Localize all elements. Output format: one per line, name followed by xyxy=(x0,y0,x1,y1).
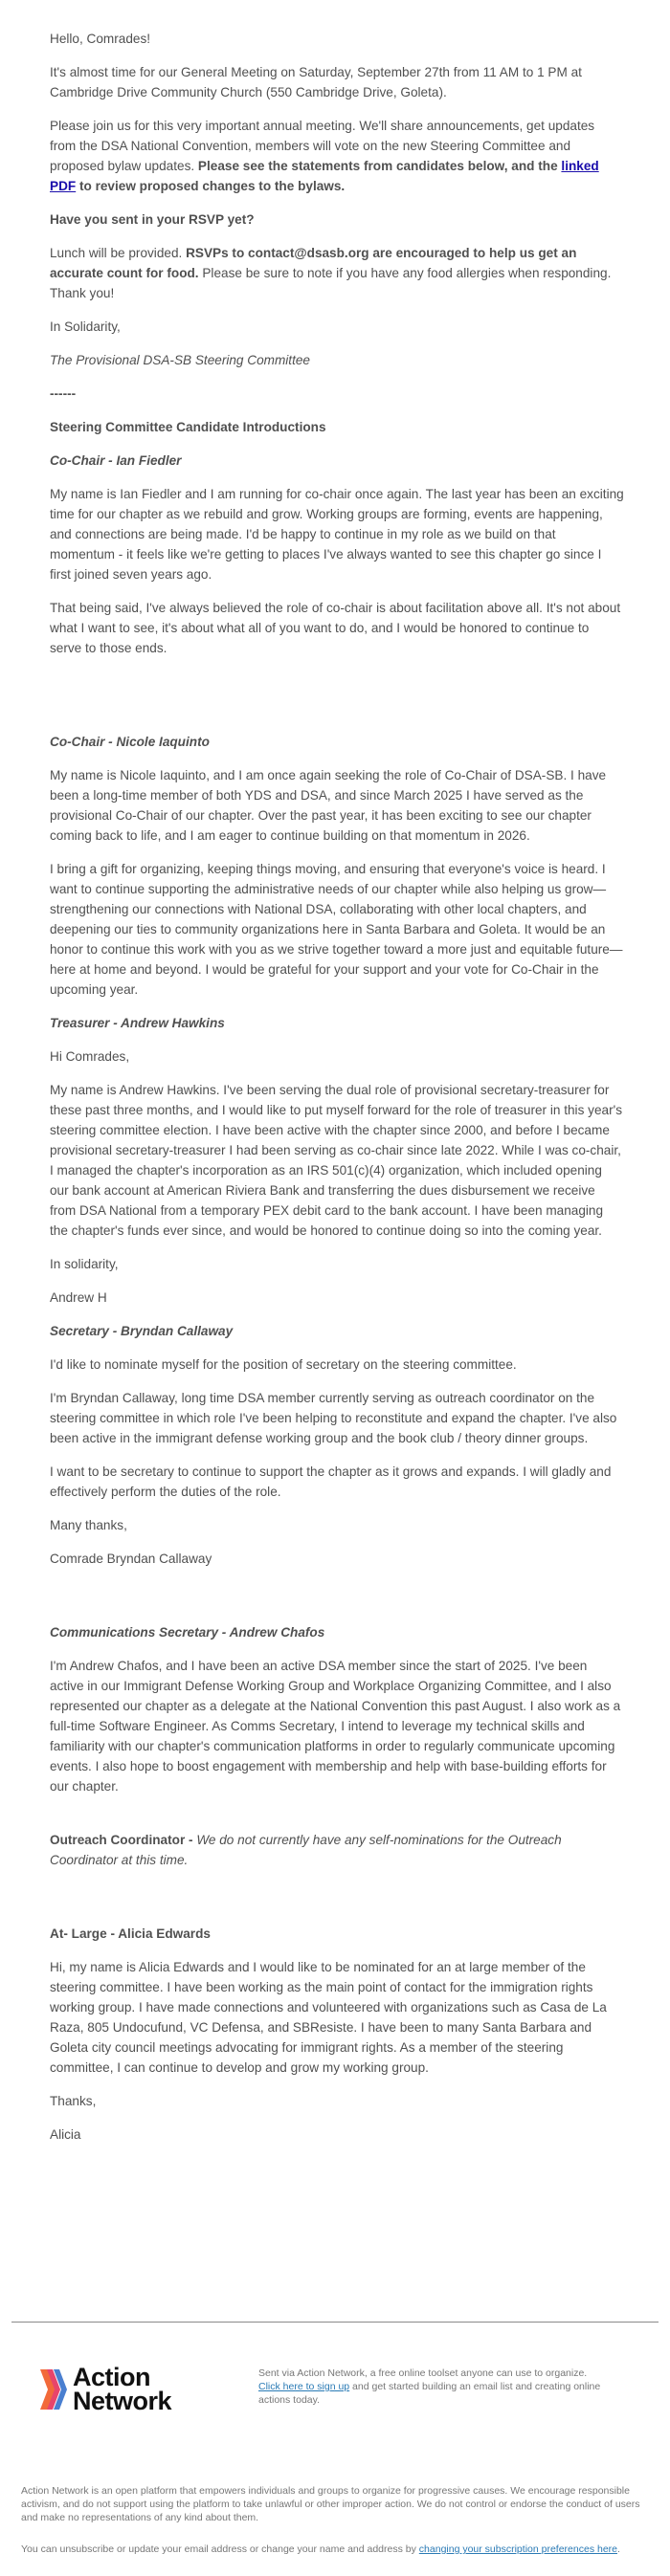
section-title: Steering Committee Candidate Introductions xyxy=(50,420,326,434)
hawkins-greeting: Hi Comrades, xyxy=(50,1049,130,1064)
hawkins-p1: My name is Andrew Hawkins. I've been serving the dual role of provisional secretary-treasurer for these past three months, and I would like to put myself forward for the role of treasurer in this year's steering committee election. I have been active with the chapter since 2000, and before I became provisional secretary-treasurer I had been serving as co-chair since late 2022. While I was co-chair, I managed the chapter's incorporation as an IRS 501(c)(4) organization, which included opening our bank account at American Riviera Bank and transferring the dues disbursement we receive from DSA National from a temporary PEX debit card to the bank account. I have been managing the chapter's funds ever since, and would be honored to continue doing so into the coming year. xyxy=(50,1083,622,1238)
edwards-closing: Thanks, xyxy=(50,2094,97,2108)
unsub-text: You can unsubscribe or update your email address or change your name and address by xyxy=(21,2543,419,2555)
fiedler-p1: My name is Ian Fiedler and I am running for co-chair once again. The last year has been an exciting time for our chapter as we rebuild and grow. Working groups are forming, events are happening, and connections are being made. I'd be happy to continue in my role as we build on that momentum - it feels like we're getting to places I've always wanted to see this chapter go since I first joined seven years ago. xyxy=(50,487,624,582)
fiedler-p2: That being said, I've always believed the role of co-chair is about facilitation above all. It's not about what I want to see, it's about what all of you want to do, and I would be honored to continue to serve to those ends. xyxy=(50,601,621,655)
hawkins-sign: Andrew H xyxy=(50,1290,107,1305)
logo-wordmark xyxy=(73,2363,172,2415)
spacer xyxy=(50,1810,624,1830)
action-network-logo-icon xyxy=(38,2369,67,2410)
lunch-bold: RSVPs to contact@dsasb.org are encouraged to help us get an accurate count for food. xyxy=(50,246,577,280)
outreach-paragraph xyxy=(50,1830,624,1870)
callaway-p3: I want to be secretary to continue to support the chapter as it grows and expands. I will gladly and effectively perform the duties of the role. xyxy=(50,1464,612,1499)
outreach-note: We do not currently have any self-nominations for the Outreach Coordinator at this time. xyxy=(50,1833,562,1867)
spacer xyxy=(50,672,624,732)
lunch-paragraph xyxy=(50,243,624,303)
logo-line-1: Action xyxy=(73,2363,150,2391)
spacer xyxy=(50,1883,624,1924)
heading-outreach: Outreach Coordinator - xyxy=(50,1833,197,1847)
lunch-text: Lunch will be provided. xyxy=(50,246,187,260)
heading-hawkins: Treasurer - Andrew Hawkins xyxy=(50,1016,225,1030)
action-network-logo[interactable] xyxy=(38,2363,172,2415)
about-text: Action Network is an open platform that empowers individuals and groups to organize for progressive causes. We encourage responsible activism, and do not support using the platform to take unlawful or other improper action. We do not control or endorse the conduct of users and make no representations of any kind about them. xyxy=(21,2485,640,2523)
edwards-sign: Alicia xyxy=(50,2127,81,2142)
callaway-p1: I'd like to nominate myself for the position of secretary on the steering committee. xyxy=(50,1357,517,1372)
join-bold: Please see the statements from candidates below, and the xyxy=(197,159,562,173)
hawkins-closing: In solidarity, xyxy=(50,1257,119,1271)
sent-via: Sent via Action Network, a free online toolset anyone can use to organize. xyxy=(258,2367,588,2379)
linked-pdf-link[interactable]: linked PDF xyxy=(50,159,599,193)
footer-divider xyxy=(11,2322,659,2323)
edwards-p1: Hi, my name is Alicia Edwards and I would like to be nominated for an at large member of the steering committee. I have been working as the main point of contact for the immigration rights working group. I have made connections and volunteered with organizations such as Casa de La Raza, 805 Undocufund, VC Defensa, and SBResiste. I have been to many Santa Barbara and Goleta city council meetings advocating for immigrant rights. As a member of the steering committee, I can continue to develop and grow my working group. xyxy=(50,1960,607,2075)
rsvp-question: Have you sent in your RSVP yet? xyxy=(50,212,255,227)
join-paragraph xyxy=(50,116,624,196)
callaway-sign: Comrade Bryndan Callaway xyxy=(50,1552,212,1566)
heading-edwards: At- Large - Alicia Edwards xyxy=(50,1926,211,1941)
greeting: Hello, Comrades! xyxy=(50,32,151,46)
signup-link[interactable]: Click here to sign up xyxy=(258,2381,350,2392)
sent-via-text xyxy=(258,2367,603,2407)
spacer xyxy=(50,1582,624,1622)
callaway-closing: Many thanks, xyxy=(50,1518,127,1532)
heading-iaquinto: Co-Chair - Nicole Iaquinto xyxy=(50,735,210,749)
lunch-end: Please be sure to note if you have any food allergies when responding. Thank you! xyxy=(50,266,612,300)
join-text: Please join us for this very important annual meeting. We'll share announcements, get updates from the DSA National Convention, members will vote on the new Steering Committee and proposed bylaw updates. xyxy=(50,119,595,173)
unsubscribe-text xyxy=(21,2543,653,2556)
meeting-intro: It's almost time for our General Meeting on Saturday, September 27th from 11 AM to 1 PM at Cambridge Drive Community Church (550 Cambridge Drive, Goleta). xyxy=(50,65,582,99)
heading-fiedler: Co-Chair - Ian Fiedler xyxy=(50,453,182,468)
heading-chafos: Communications Secretary - Andrew Chafos xyxy=(50,1625,325,1640)
chafos-p1: I'm Andrew Chafos, and I have been an active DSA member since the start of 2025. I've been active in our Immigrant Defense Working Group and Workplace Organizing Committee, and I also represented our chapter as a delegate at the National Convention this past August. I also work as a full-time Software Engineer. As Comms Secretary, I intend to leverage my technical skills and familiarity with our chapter's communication platforms in order to regularly communicate upcoming events. I also hope to boost engagement with membership and help with base-building efforts for our chapter. xyxy=(50,1659,621,1794)
unsub-end: . xyxy=(617,2543,620,2555)
subscription-preferences-link[interactable]: changing your subscription preferences here xyxy=(418,2543,618,2555)
signup-rest: and get started building an email list and creating online actions today. xyxy=(258,2381,601,2406)
iaquinto-p2: I bring a gift for organizing, keeping things moving, and ensuring that everyone's voice is heard. I want to continue supporting the administrative needs of our chapter while also helping us grow—strengthening our connections with National DSA, collaborating with other local chapters, and deepening our ties to community organizations here in Santa Barbara and Goleta. It would be an honor to continue this work with you as we strive together toward a more just and equitable future—here at home and beyond. I would be grateful for your support and your vote for Co-Chair in the upcoming year. xyxy=(50,862,623,997)
iaquinto-p1: My name is Nicole Iaquinto, and I am once again seeking the role of Co-Chair of DSA-SB. I have been a long-time member of both YDS and DSA, and since March 2025 I have served as the provisional Co-Chair of our chapter. Over the past year, it has been exciting to see our chapter coming back to life, and I am eager to continue building on that momentum in 2026. xyxy=(50,768,607,843)
join-bold-end: to review proposed changes to the bylaws. xyxy=(76,179,346,193)
committee-signature: The Provisional DSA-SB Steering Committee xyxy=(50,353,310,367)
in-solidarity: In Solidarity, xyxy=(50,319,121,334)
email-body xyxy=(50,29,624,2158)
logo-line-2: Network xyxy=(73,2387,172,2415)
separator: ------ xyxy=(50,386,77,401)
callaway-p2: I'm Bryndan Callaway, long time DSA member currently serving as outreach coordinator on the steering committee in which role I've been helping to reconstitute and expand the chapter. I've also been active in the immigrant defense working group and the book club / theory dinner groups. xyxy=(50,1391,617,1445)
heading-callaway: Secretary - Bryndan Callaway xyxy=(50,1324,234,1338)
